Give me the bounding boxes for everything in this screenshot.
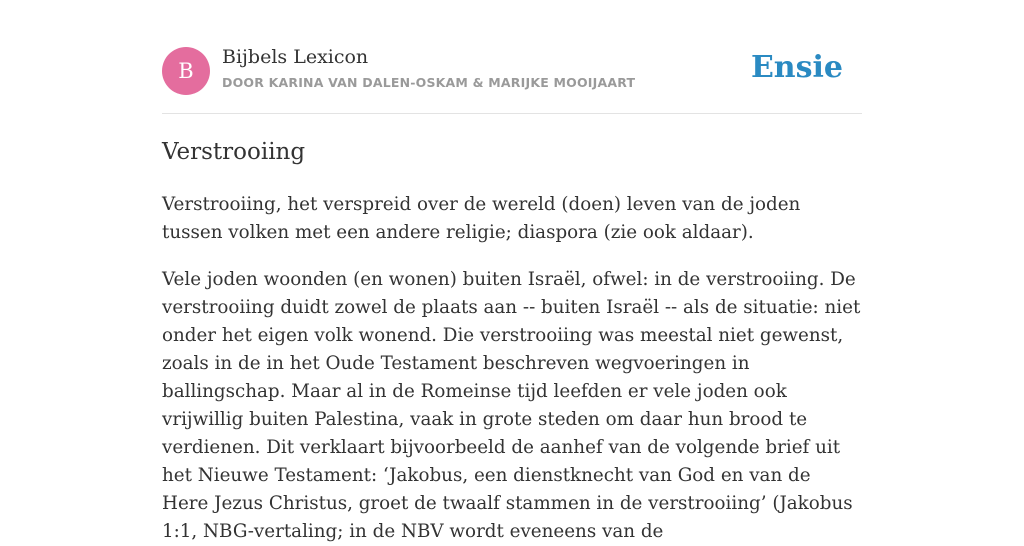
ensie-logo[interactable]: Ensie — [750, 50, 843, 85]
entry-title: Verstrooiing — [162, 139, 306, 165]
book-authors: DOOR KARINA VAN DALEN-OSKAM & MARIJKE MOOIJAART — [222, 75, 636, 90]
book-title-link[interactable]: Bijbels Lexicon — [222, 46, 369, 68]
book-avatar[interactable]: B — [162, 47, 210, 95]
article — [162, 136, 862, 546]
header-divider — [162, 113, 862, 114]
article-paragraph: Verstrooiing, het verspreid over de wereld (doen) leven van de joden tussen volken met een andere religie; diaspora (zie ook aldaar). — [162, 194, 801, 243]
book-header — [162, 46, 862, 96]
article-paragraph: Vele joden woonden (en wonen) buiten Israël, ofwel: in de verstrooiing. De verstrooiing duidt zowel de plaats aan -- buiten Israël -- als de situatie: niet onder het eigen volk wonend. Die verstrooiing was meestal niet gewenst, zoals in de in het Oude Testament beschreven wegvoeringen in ballingschap. Maar al in de Romeinse tijd leefden er vele joden ook vrijwillig buiten Palestina, vaak in grote steden om daar hun brood te verdienen. Dit verklaart bijvoorbeeld de aanhef van de volgende brief uit het Nieuwe Testament: ‘Jakobus, een dienstknecht van God en van de Here Jezus Christus, groet de twaalf stammen in de verstrooiing’ (Jakobus 1:1, NBG-vertaling; in de NBV wordt eveneens van de — [162, 269, 861, 542]
